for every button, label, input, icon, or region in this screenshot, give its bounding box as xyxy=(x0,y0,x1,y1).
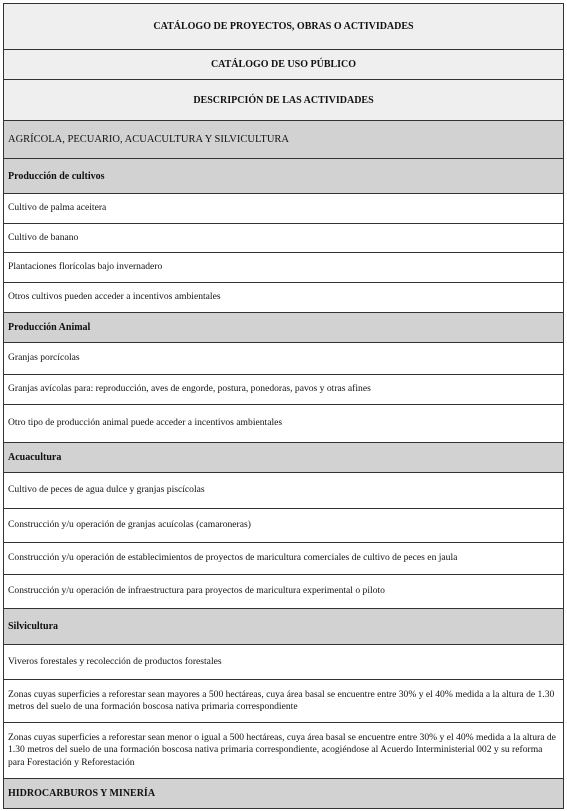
item-text: Plantaciones florícolas bajo invernadero xyxy=(8,261,163,273)
item-text: Construcción y/u operación de granjas acuícolas (camaroneras) xyxy=(8,519,251,531)
sector-label: AGRÍCOLA, PECUARIO, ACUACULTURA Y SILVICULTURA xyxy=(8,134,290,145)
subsection-produccion-cultivos xyxy=(4,158,563,193)
subsection-label: Silvicultura xyxy=(8,621,59,632)
subsection-silvicultura xyxy=(4,608,563,644)
item-text: Otro tipo de producción animal puede acceder a incentivos ambientales xyxy=(8,417,283,429)
subsection-label: Producción Animal xyxy=(8,322,91,333)
subsection-produccion-animal xyxy=(4,312,563,342)
catalog-header xyxy=(4,4,563,49)
item-text: Viveros forestales y recolección de productos forestales xyxy=(8,655,222,667)
subsection-acuacultura xyxy=(4,442,563,472)
sector-row-hidrocarburos xyxy=(4,778,563,808)
sector-label: HIDROCARBUROS Y MINERÍA xyxy=(8,788,156,799)
item-text: Granjas porcícolas xyxy=(8,352,80,364)
list-item xyxy=(4,252,563,282)
item-text: Construcción y/u operación de establecimientos de proyectos de maricultura comerciales de cultivo de peces en jaula xyxy=(8,552,458,564)
item-text: Cultivo de banano xyxy=(8,231,79,243)
sector-row-agricola xyxy=(4,120,563,158)
list-item xyxy=(4,722,563,778)
list-item xyxy=(4,193,563,223)
item-text: Granjas avícolas para: reproducción, aves de engorde, postura, ponedoras, pavos y otras afines xyxy=(8,383,371,395)
subsection-label: Acuacultura xyxy=(8,452,62,463)
catalog-table xyxy=(3,3,564,809)
list-item xyxy=(4,472,563,508)
list-item xyxy=(4,644,563,679)
list-item xyxy=(4,574,563,608)
list-item xyxy=(4,342,563,374)
item-text: Construcción y/u operación de infraestructura para proyectos de maricultura experimental o piloto xyxy=(8,585,385,597)
item-text: Otros cultivos pueden acceder a incentivos ambientales xyxy=(8,291,221,303)
list-item xyxy=(4,374,563,404)
description-title: DESCRIPCIÓN DE LAS ACTIVIDADES xyxy=(193,94,374,106)
list-item xyxy=(4,542,563,574)
description-header xyxy=(4,79,563,120)
item-text: Cultivo de peces de agua dulce y granjas piscícolas xyxy=(8,484,205,496)
list-item xyxy=(4,223,563,252)
list-item xyxy=(4,679,563,722)
item-text: Zonas cuyas superficies a reforestar sean mayores a 500 hectáreas, cuya área basal se encuentre entre 30% y el 40% medida a la altura de 1.30 metros del suelo de una formación boscosa nativa primaria correspondiente xyxy=(8,688,555,712)
item-text: Zonas cuyas superficies a reforestar sean menor o igual a 500 hectáreas, cuya área basal se encuentre entre 30% y el 40% medida a la altura de 1.30 metros del suelo de una formación boscosa nativa primaria correspondiente, acogiéndose al Acuerdo Interministerial 002 y su reforma para Forestación y Reforestación xyxy=(8,731,556,768)
list-item xyxy=(4,508,563,542)
subsection-label: Producción de cultivos xyxy=(8,170,105,182)
catalog-title: CATÁLOGO DE PROYECTOS, OBRAS O ACTIVIDADES xyxy=(153,21,414,32)
public-use-header xyxy=(4,49,563,79)
item-text: Cultivo de palma aceitera xyxy=(8,202,107,214)
list-item xyxy=(4,282,563,312)
list-item xyxy=(4,404,563,442)
public-use-title: CATÁLOGO DE USO PÚBLICO xyxy=(210,59,357,70)
